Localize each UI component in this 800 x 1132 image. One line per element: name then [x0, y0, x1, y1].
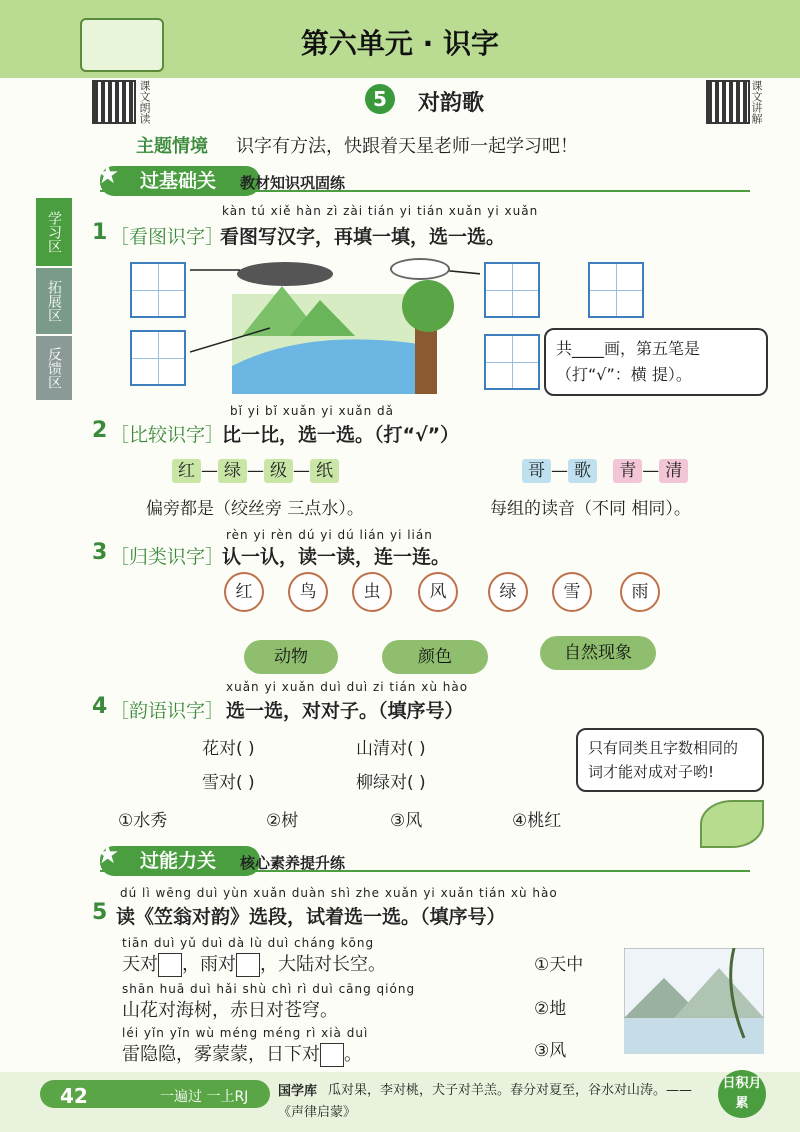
write-box-5[interactable] — [484, 334, 540, 390]
section1-subtitle: 教材知识巩固练 — [240, 174, 346, 192]
moon-icon — [390, 258, 450, 280]
star-icon: ★ — [96, 160, 120, 190]
char-tile: 青 — [613, 459, 642, 483]
char-tile: 红 — [172, 459, 201, 483]
q3-pinyin: rèn yi rèn dú yi dú lián yi lián — [226, 528, 433, 542]
category-colors[interactable]: 颜色 — [382, 640, 488, 674]
char-tile: 纸 — [310, 459, 339, 483]
q5-line2: 山花对海树，赤日对苍穹。 — [122, 1000, 338, 1021]
dash: — — [642, 461, 660, 481]
write-box-4[interactable] — [588, 262, 644, 318]
q3-text: 认一认，读一读，连一连。 — [222, 546, 451, 568]
qr-code-right[interactable] — [706, 80, 750, 124]
section2-title: 过能力关 — [140, 850, 217, 872]
option: ②树 — [266, 811, 299, 831]
q3-tag: ［归类识字］ — [110, 546, 225, 568]
q5-line3 — [122, 1040, 362, 1067]
q4-bubble: 只有同类且字数相同的词才能对成对子哟! — [576, 728, 764, 792]
q5-line1 — [122, 950, 386, 977]
q2-pinyin: bǐ yi bǐ xuǎn yi xuǎn dǎ — [230, 404, 394, 418]
verse-text: ，大陆对长空。 — [260, 954, 386, 975]
pair-item[interactable]: 雪对( ) — [202, 773, 255, 793]
flower-char[interactable]: 雪 — [552, 572, 592, 612]
answer-box[interactable] — [158, 953, 182, 977]
q4-number: 4 — [92, 694, 108, 719]
flower-char[interactable]: 红 — [224, 572, 264, 612]
dash: — — [201, 461, 218, 481]
side-tab-feedback[interactable]: 反馈区 — [36, 336, 72, 400]
pair-item[interactable]: 柳绿对( ) — [356, 773, 426, 793]
q2-tag: ［比较识字］ — [110, 424, 225, 446]
lesson-title: 对韵歌 — [418, 91, 485, 116]
q5-pinyin: dú lì wēng duì yùn xuǎn duàn shì zhe xuǎn yi xuǎn tián xù hào — [120, 886, 558, 900]
option: ①水秀 — [118, 811, 168, 831]
verse-text: 雷隐隐，雾蒙蒙，日下对 — [122, 1044, 320, 1065]
q1-bubble-line1: 共____画，第五笔是 — [556, 339, 701, 358]
q4-tag: ［韵语识字］ — [110, 700, 225, 722]
side-tab-study[interactable]: 学习区 — [36, 198, 72, 266]
q2-number: 2 — [92, 418, 108, 443]
landscape-illustration — [624, 948, 764, 1054]
qr-right-label: 课文讲解 — [750, 80, 763, 124]
flower-char[interactable]: 风 — [418, 572, 458, 612]
dash: — — [247, 461, 264, 481]
verse-text: 。 — [344, 1044, 362, 1065]
side-tab-extend[interactable]: 拓展区 — [36, 268, 72, 334]
q4-text: 选一选，对对子。（填序号） — [226, 700, 464, 722]
write-box-3[interactable] — [484, 262, 540, 318]
q1-bubble — [544, 328, 768, 396]
theme-text: 识字有方法，快跟着天星老师一起学习吧！ — [236, 136, 578, 157]
q2-text: 比一比，选一选。（打“√”） — [222, 424, 460, 446]
verse-text: 天对 — [122, 954, 158, 975]
page-number: 42 — [60, 1084, 88, 1108]
char-tile: 级 — [264, 459, 293, 483]
unit-title: 第六单元 · 识字 — [300, 27, 500, 60]
q2-line1[interactable]: 偏旁都是（绞丝旁 三点水）。 — [146, 499, 364, 519]
q4-pinyin: xuǎn yi xuǎn duì duì zi tián xù hào — [226, 680, 469, 694]
section2-subtitle: 核心素养提升练 — [240, 854, 346, 872]
q3-number: 3 — [92, 540, 108, 565]
q2-group2 — [522, 456, 688, 481]
char-tile: 清 — [659, 459, 688, 483]
category-animals[interactable]: 动物 — [244, 640, 338, 674]
section2-band — [100, 846, 260, 876]
q2-line2[interactable]: 每组的读音（不同 相同）。 — [490, 499, 691, 519]
flower-char[interactable]: 绿 — [488, 572, 528, 612]
section1-band — [100, 166, 260, 196]
q5-line1-pinyin: tiān duì yǔ duì dà lù duì cháng kōng — [122, 936, 375, 950]
char-tile: 哥 — [522, 459, 551, 483]
category-nature[interactable]: 自然现象 — [540, 636, 656, 670]
footer-tag: 国学库 — [278, 1084, 318, 1099]
option: ③风 — [390, 811, 423, 831]
lesson-number: 5 — [365, 84, 395, 114]
q5-option: ②地 — [534, 999, 567, 1019]
q5-option: ③风 — [534, 1041, 567, 1061]
q1-number: 1 — [92, 220, 108, 245]
theme-label: 主题情境 — [136, 136, 208, 157]
q5-line3-pinyin: léi yǐn yǐn wù méng méng rì xià duì — [122, 1026, 369, 1040]
verse-text: ，雨对 — [182, 954, 236, 975]
qr-left-label: 课文朗读 — [138, 80, 151, 124]
answer-box[interactable] — [320, 1043, 344, 1067]
dash: — — [551, 461, 568, 481]
q1-tag: ［看图识字］ — [110, 226, 225, 248]
footer-brand: 一遍过 一上RJ — [160, 1089, 249, 1105]
star-icon: ★ — [96, 840, 120, 870]
q1-text: 看图写汉字，再填一填，选一选。 — [220, 226, 506, 248]
footer-quote: 瓜对果，李对桃，犬子对羊羔。春分对夏至，谷水对山涛。——《声律启蒙》 — [278, 1083, 693, 1120]
pair-item[interactable]: 山清对( ) — [356, 739, 426, 759]
write-box-2[interactable] — [130, 330, 186, 386]
q5-text: 读《笠翁对韵》选段，试着选一选。（填序号） — [116, 906, 506, 928]
flower-char[interactable]: 雨 — [620, 572, 660, 612]
q2-group1 — [172, 456, 339, 481]
dash: — — [293, 461, 310, 481]
section1-title: 过基础关 — [140, 170, 217, 192]
q5-option: ①天中 — [534, 955, 584, 975]
flower-char[interactable]: 鸟 — [288, 572, 328, 612]
q5-line2-pinyin: shān huā duì hǎi shù chì rì duì cāng qióng — [122, 982, 416, 996]
pair-item[interactable]: 花对( ) — [202, 739, 255, 759]
flower-char[interactable]: 虫 — [352, 572, 392, 612]
bug-on-leaf-icon — [700, 800, 764, 848]
q1-bubble-line2: （打“√”：横 提）。 — [556, 365, 692, 384]
answer-box[interactable] — [236, 953, 260, 977]
option: ④桃红 — [512, 811, 562, 831]
footer-badge: 日积月累 — [718, 1070, 766, 1118]
q5-number: 5 — [92, 900, 108, 925]
q1-pinyin: kàn tú xiě hàn zì zài tián yi tián xuǎn yi xuǎn — [222, 204, 539, 218]
char-tile: 歌 — [568, 459, 597, 483]
char-tile: 绿 — [218, 459, 247, 483]
write-box-1[interactable] — [130, 262, 186, 318]
qr-code-left[interactable] — [92, 80, 136, 124]
